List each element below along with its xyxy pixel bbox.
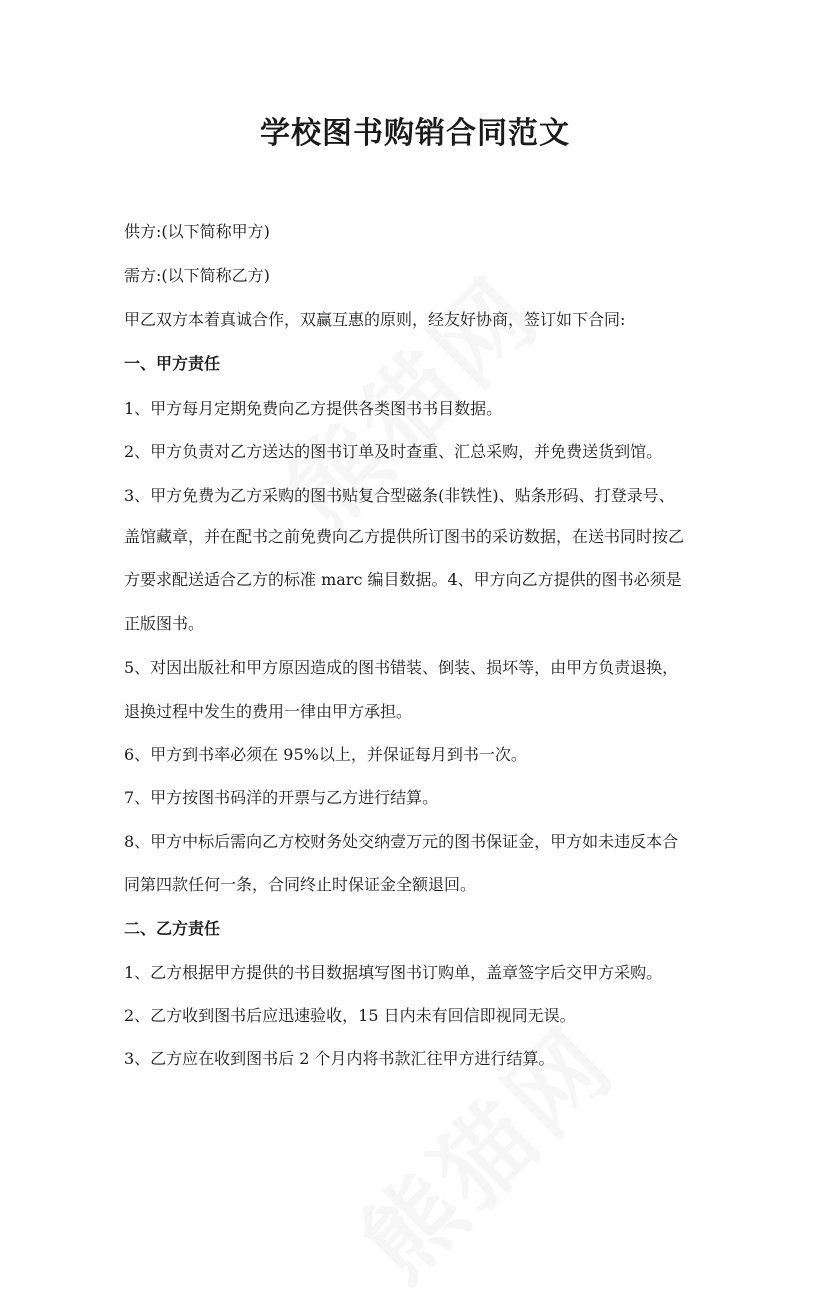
preamble-paragraph: 甲乙双方本着真诚合作，双赢互惠的原则，经友好协商，签订如下合同:	[124, 310, 626, 329]
clause-b2: 2、乙方收到图书后应迅速验收，15 日内未有回信即视同无误。	[124, 1006, 576, 1025]
document-title: 学校图书购销合同范文	[260, 116, 570, 151]
clause-a6: 6、甲方到书率必须在 95%以上，并保证每月到书一次。	[124, 745, 527, 764]
clause-a3-line2: 盖馆藏章，并在配书之前免费向乙方提供所订图书的采访数据，在送书同时按乙	[124, 527, 685, 546]
clause-a8-line2: 同第四款任何一条，合同终止时保证金全额退回。	[124, 875, 477, 894]
clause-a1: 1、甲方每月定期免费向乙方提供各类图书书目数据。	[124, 399, 503, 418]
section-heading-party-b: 二、乙方责任	[124, 919, 221, 938]
watermark	[326, 992, 639, 1305]
buyer-line: 需方:(以下简称乙方)	[124, 266, 270, 285]
section-heading-party-a: 一、甲方责任	[124, 354, 221, 373]
clause-a8-line1: 8、甲方中标后需向乙方校财务处交纳壹万元的图书保证金，甲方如未违反本合	[124, 832, 679, 851]
clause-a3-line3: 方要求配送适合乙方的标准 marc 编目数据。4、甲方向乙方提供的图书必须是	[124, 570, 682, 589]
supplier-line: 供方:(以下简称甲方)	[124, 222, 270, 241]
clause-a3-line4: 正版图书。	[124, 614, 205, 633]
clause-b1: 1、乙方根据甲方提供的书目数据填写图书订购单，盖章签字后交甲方采购。	[124, 963, 663, 982]
clause-a3-line1: 3、甲方免费为乙方采购的图书贴复合型磁条(非铁性)、贴条形码、打登录号、	[124, 486, 675, 505]
clause-a7: 7、甲方按图书码洋的开票与乙方进行结算。	[124, 788, 439, 807]
clause-a5-line1: 5、对因出版社和甲方原因造成的图书错装、倒装、损坏等，由甲方负责退换，	[124, 658, 679, 677]
clause-b3: 3、乙方应在收到图书后 2 个月内将书款汇往甲方进行结算。	[124, 1049, 555, 1068]
clause-a5-line2: 退换过程中发生的费用一律由甲方承担。	[124, 702, 413, 721]
clause-a2: 2、甲方负责对乙方送达的图书订单及时查重、汇总采购，并免费送货到馆。	[124, 442, 663, 461]
